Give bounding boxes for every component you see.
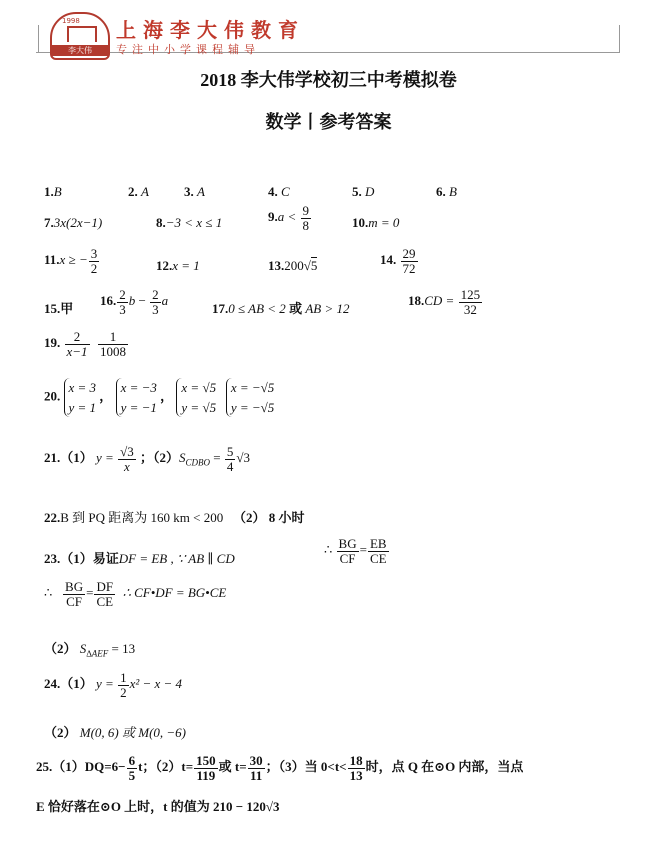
answer-1: 1.B <box>44 184 62 199</box>
page-title: 2018 李大伟学校初三中考模拟卷 <box>200 70 457 90</box>
brand-name: 上海李大伟教育 <box>116 20 305 42</box>
answer-20: 20. x = 3 y = 1 ， x = −3 y = −1 ， x = √5 y = √5 x = −√5 y = −√5 <box>44 378 274 417</box>
house-icon <box>67 26 97 42</box>
answer-16: 16. $\frac{2}{3}$ b − $\frac{2}{3}$ a <box>100 287 169 317</box>
system-3: x = √5 y = √5 <box>176 378 216 417</box>
answer-6: 6. B <box>436 184 457 199</box>
answer-22: 22.B 到 PQ 距离为 160 km < 200 （2） 8 小时 <box>44 510 305 525</box>
answer-25-line-2: E 恰好落在⊙O 上时，t 的值为 210 − 120√3 <box>36 799 280 814</box>
answer-17: 17.0 ≤ AB < 2 或 AB > 12 <box>212 301 350 316</box>
answer-25-line-1: 25.（1）DQ=6− $\frac{6}{5}$ t；（2）t= $\frac{150}{119}$ 或 t= $\frac{30}{11}$ ；（3）当 0<t< $\frac{18}{13}$ 时，点 Q 在⊙O 内部，当点 <box>36 753 524 783</box>
answer-7: 7.3x(2x−1) <box>44 215 103 230</box>
answer-9: 9.a < $\frac{9}{8}$ <box>268 203 310 233</box>
answer-4: 4. C <box>268 184 290 199</box>
answer-11: 11.x ≥ − $\frac{3}{2}$ <box>44 246 98 276</box>
header-corner-left <box>38 25 39 52</box>
answer-14: 14. $\frac{29}{72}$ <box>380 246 416 276</box>
answer-13: 13.200√5 <box>268 258 318 273</box>
answer-23-line-2: ∴ $\frac{BG}{CF}$ = $\frac{DF}{CE}$ ∴ CF•DF = BG•CE <box>44 579 227 609</box>
system-4: x = −√5 y = −√5 <box>226 378 274 417</box>
system-2: x = −3 y = −1 <box>116 378 157 417</box>
brand-slogan: 专注中小学课程辅导 <box>116 44 260 56</box>
answer-24-part-1: 24.（1） y = $\frac{1}{2}$ x² − x − 4 <box>44 670 183 700</box>
answer-8: 8.−3 < x ≤ 1 <box>156 215 223 230</box>
answer-10: 10.m = 0 <box>352 215 400 230</box>
logo <box>50 12 110 60</box>
answer-21: 21.（1） y = $\frac{√3}{x}$ ；$(2)S_{CDBO}$ = $\frac{5}{4}$ √3 <box>44 444 250 474</box>
logo-year: 1998 <box>62 17 80 25</box>
answer-23-ratio: ∴ $\frac{BG}{CF}$ = $\frac{EB}{CE}$ <box>324 536 387 566</box>
answer-19: 19. $\frac{2}{x-1}$ $\frac{1}{1008}$ <box>44 329 127 359</box>
answer-5: 5. D <box>352 184 375 199</box>
answer-24-part-2: （2） M(0, 6) 或 M(0, −6) <box>44 725 187 740</box>
answer-23-part-2: （2） $S_{\Delta AEF} = 13$ <box>44 641 136 659</box>
answer-2: 2. A <box>128 184 149 199</box>
page-subtitle: 数学丨参考答案 <box>265 112 392 132</box>
answer-18: 18.CD = $\frac{125}{32}$ <box>408 287 481 317</box>
system-1: x = 3 y = 1 <box>64 378 97 417</box>
answer-12: 12.x = 1 <box>156 258 200 273</box>
answer-3: 3. A <box>184 184 205 199</box>
logo-label: 李大伟 <box>52 45 108 56</box>
answer-15: 15.甲 <box>44 301 74 316</box>
answer-23-line-1: 23.（1）易证DF = EB , ∵ AB ∥ CD <box>44 551 235 566</box>
header-corner-right <box>619 25 620 52</box>
